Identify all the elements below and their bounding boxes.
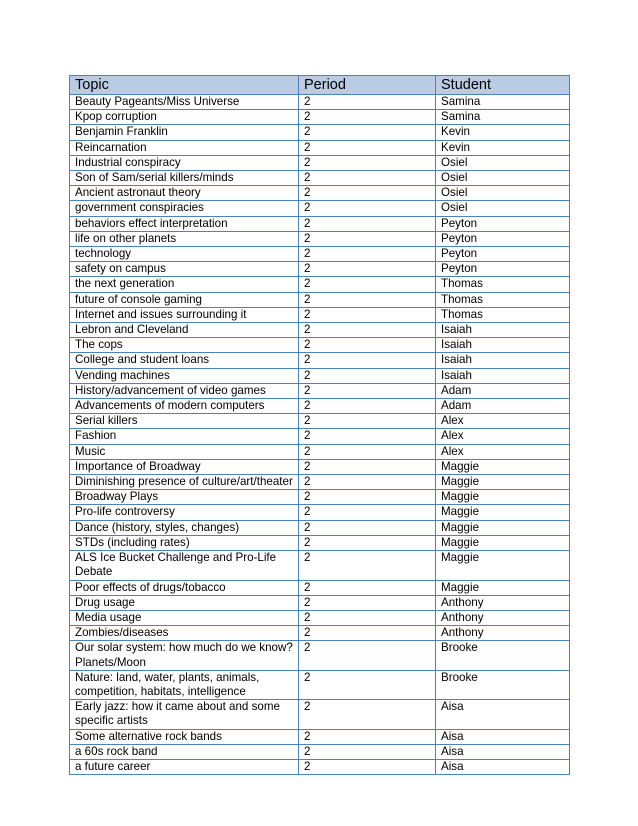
cell-student: Isaiah — [436, 338, 570, 353]
cell-student: Aisa — [436, 729, 570, 744]
cell-student: Osiel — [436, 171, 570, 186]
cell-topic: Reincarnation — [70, 140, 299, 155]
cell-period: 2 — [299, 383, 436, 398]
table-row — [70, 429, 570, 444]
cell-student: Isaiah — [436, 323, 570, 338]
table-row — [70, 292, 570, 307]
table-row — [70, 729, 570, 744]
cell-topic: behaviors effect interpretation — [70, 216, 299, 231]
cell-topic: Lebron and Cleveland — [70, 323, 299, 338]
cell-topic: Music — [70, 444, 299, 459]
cell-student: Osiel — [436, 186, 570, 201]
cell-student: Maggie — [436, 551, 570, 580]
table-row — [70, 125, 570, 140]
cell-student: Anthony — [436, 626, 570, 641]
cell-period: 2 — [299, 262, 436, 277]
table-row — [70, 277, 570, 292]
table-row — [70, 580, 570, 595]
table-row — [70, 490, 570, 505]
header-topic: Topic — [70, 76, 299, 95]
table-row — [70, 459, 570, 474]
table-row — [70, 262, 570, 277]
cell-topic: Internet and issues surrounding it — [70, 307, 299, 322]
table-row — [70, 626, 570, 641]
cell-student: Thomas — [436, 277, 570, 292]
cell-student: Maggie — [436, 505, 570, 520]
cell-student: Thomas — [436, 307, 570, 322]
cell-topic: History/advancement of video games — [70, 383, 299, 398]
table-row — [70, 535, 570, 550]
table-row — [70, 95, 570, 110]
cell-topic: Kpop corruption — [70, 110, 299, 125]
cell-period: 2 — [299, 459, 436, 474]
cell-student: Alex — [436, 444, 570, 459]
cell-student: Anthony — [436, 610, 570, 625]
cell-topic: Broadway Plays — [70, 490, 299, 505]
table-row — [70, 231, 570, 246]
cell-topic: ALS Ice Bucket Challenge and Pro-Life Debate — [70, 551, 299, 580]
cell-topic: Nature: land, water, plants, animals, competition, habitats, intelligence — [70, 670, 299, 699]
cell-period: 2 — [299, 444, 436, 459]
cell-student: Aisa — [436, 759, 570, 774]
table-row — [70, 140, 570, 155]
cell-topic: Diminishing presence of culture/art/theater — [70, 475, 299, 490]
table-row — [70, 155, 570, 170]
cell-period: 2 — [299, 171, 436, 186]
cell-period: 2 — [299, 292, 436, 307]
cell-topic: a 60s rock band — [70, 744, 299, 759]
table-row — [70, 444, 570, 459]
table-row — [70, 505, 570, 520]
table-row — [70, 353, 570, 368]
cell-period: 2 — [299, 216, 436, 231]
table-row — [70, 110, 570, 125]
cell-period: 2 — [299, 399, 436, 414]
cell-topic: Media usage — [70, 610, 299, 625]
cell-student: Adam — [436, 399, 570, 414]
cell-period: 2 — [299, 490, 436, 505]
table-row — [70, 595, 570, 610]
cell-student: Brooke — [436, 670, 570, 699]
table-row — [70, 414, 570, 429]
cell-topic: technology — [70, 247, 299, 262]
cell-period: 2 — [299, 626, 436, 641]
cell-student: Osiel — [436, 155, 570, 170]
cell-topic: Poor effects of drugs/tobacco — [70, 580, 299, 595]
table-row — [70, 700, 570, 729]
cell-student: Isaiah — [436, 353, 570, 368]
table-row — [70, 475, 570, 490]
table-row — [70, 338, 570, 353]
cell-student: Maggie — [436, 490, 570, 505]
cell-topic: Serial killers — [70, 414, 299, 429]
cell-topic: Son of Sam/serial killers/minds — [70, 171, 299, 186]
cell-student: Brooke — [436, 641, 570, 670]
table-row — [70, 247, 570, 262]
table-row — [70, 383, 570, 398]
table-row — [70, 399, 570, 414]
cell-period: 2 — [299, 307, 436, 322]
table-row — [70, 641, 570, 670]
cell-period: 2 — [299, 155, 436, 170]
cell-period: 2 — [299, 610, 436, 625]
cell-topic: Importance of Broadway — [70, 459, 299, 474]
cell-period: 2 — [299, 247, 436, 262]
cell-topic: Zombies/diseases — [70, 626, 299, 641]
cell-period: 2 — [299, 368, 436, 383]
cell-student: Samina — [436, 95, 570, 110]
cell-period: 2 — [299, 323, 436, 338]
cell-student: Alex — [436, 429, 570, 444]
cell-student: Maggie — [436, 580, 570, 595]
table-row — [70, 610, 570, 625]
cell-topic: Industrial conspiracy — [70, 155, 299, 170]
cell-period: 2 — [299, 475, 436, 490]
cell-period: 2 — [299, 338, 436, 353]
cell-student: Maggie — [436, 475, 570, 490]
cell-topic: future of console gaming — [70, 292, 299, 307]
cell-topic: life on other planets — [70, 231, 299, 246]
cell-student: Maggie — [436, 520, 570, 535]
cell-student: Maggie — [436, 459, 570, 474]
table-header-row — [70, 76, 570, 95]
cell-student: Aisa — [436, 744, 570, 759]
cell-topic: Ancient astronaut theory — [70, 186, 299, 201]
cell-student: Kevin — [436, 125, 570, 140]
cell-student: Peyton — [436, 216, 570, 231]
cell-period: 2 — [299, 641, 436, 670]
cell-period: 2 — [299, 580, 436, 595]
cell-student: Maggie — [436, 535, 570, 550]
cell-topic: STDs (including rates) — [70, 535, 299, 550]
cell-topic: Some alternative rock bands — [70, 729, 299, 744]
header-period: Period — [299, 76, 436, 95]
cell-period: 2 — [299, 744, 436, 759]
table-row — [70, 171, 570, 186]
cell-period: 2 — [299, 429, 436, 444]
cell-topic: Early jazz: how it came about and some specific artists — [70, 700, 299, 729]
cell-topic: Advancements of modern computers — [70, 399, 299, 414]
cell-period: 2 — [299, 110, 436, 125]
cell-topic: Pro-life controversy — [70, 505, 299, 520]
cell-period: 2 — [299, 700, 436, 729]
cell-period: 2 — [299, 186, 436, 201]
cell-period: 2 — [299, 140, 436, 155]
table-row — [70, 201, 570, 216]
table-row — [70, 323, 570, 338]
cell-topic: Drug usage — [70, 595, 299, 610]
table-row — [70, 186, 570, 201]
cell-period: 2 — [299, 231, 436, 246]
cell-period: 2 — [299, 201, 436, 216]
cell-period: 2 — [299, 595, 436, 610]
cell-topic: Beauty Pageants/Miss Universe — [70, 95, 299, 110]
cell-period: 2 — [299, 729, 436, 744]
cell-topic: a future career — [70, 759, 299, 774]
cell-topic: Dance (history, styles, changes) — [70, 520, 299, 535]
cell-period: 2 — [299, 520, 436, 535]
cell-period: 2 — [299, 505, 436, 520]
cell-topic: the next generation — [70, 277, 299, 292]
table-row — [70, 759, 570, 774]
cell-topic: Fashion — [70, 429, 299, 444]
cell-topic: The cops — [70, 338, 299, 353]
cell-student: Peyton — [436, 262, 570, 277]
cell-topic: government conspiracies — [70, 201, 299, 216]
cell-topic: College and student loans — [70, 353, 299, 368]
cell-student: Samina — [436, 110, 570, 125]
table-row — [70, 520, 570, 535]
cell-student: Anthony — [436, 595, 570, 610]
table-body — [70, 95, 570, 775]
cell-period: 2 — [299, 125, 436, 140]
cell-student: Osiel — [436, 201, 570, 216]
table-row — [70, 368, 570, 383]
cell-period: 2 — [299, 95, 436, 110]
cell-period: 2 — [299, 670, 436, 699]
cell-student: Peyton — [436, 247, 570, 262]
topics-table — [69, 75, 570, 775]
cell-period: 2 — [299, 277, 436, 292]
cell-student: Aisa — [436, 700, 570, 729]
cell-topic: Vending machines — [70, 368, 299, 383]
cell-topic: Benjamin Franklin — [70, 125, 299, 140]
table-row — [70, 216, 570, 231]
table-row — [70, 670, 570, 699]
cell-period: 2 — [299, 551, 436, 580]
cell-period: 2 — [299, 759, 436, 774]
header-student: Student — [436, 76, 570, 95]
cell-period: 2 — [299, 353, 436, 368]
cell-student: Kevin — [436, 140, 570, 155]
table-row — [70, 307, 570, 322]
cell-student: Isaiah — [436, 368, 570, 383]
cell-topic: Our solar system: how much do we know? Planets/Moon — [70, 641, 299, 670]
cell-student: Alex — [436, 414, 570, 429]
cell-period: 2 — [299, 414, 436, 429]
table-row — [70, 551, 570, 580]
cell-period: 2 — [299, 535, 436, 550]
cell-student: Adam — [436, 383, 570, 398]
cell-student: Thomas — [436, 292, 570, 307]
cell-student: Peyton — [436, 231, 570, 246]
cell-topic: safety on campus — [70, 262, 299, 277]
table-row — [70, 744, 570, 759]
